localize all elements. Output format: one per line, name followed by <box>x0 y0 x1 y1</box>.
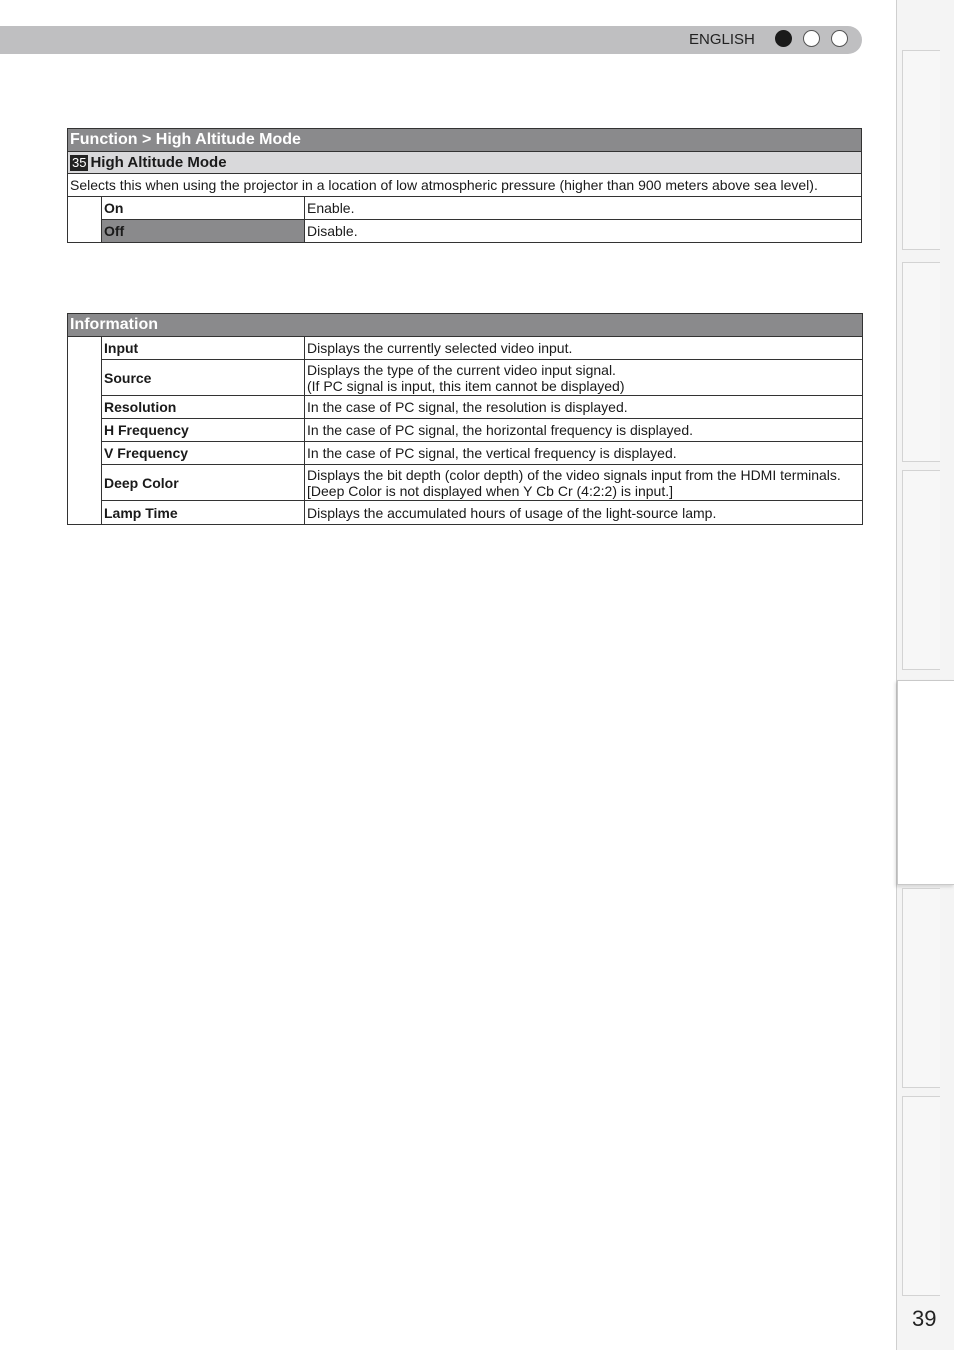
option-name: On <box>102 197 305 220</box>
page-number: 39 <box>912 1306 937 1331</box>
section-tab-active[interactable] <box>897 680 954 885</box>
info-row-name: Resolution <box>102 396 305 419</box>
step-empty-dot-icon <box>803 30 820 47</box>
section-tab[interactable] <box>902 262 940 462</box>
info-row-desc: In the case of PC signal, the vertical frequency is displayed. <box>305 442 863 465</box>
section-tab[interactable] <box>902 888 940 1088</box>
option-name-selected: Off <box>102 220 305 243</box>
step-empty-dot-icon <box>831 30 848 47</box>
item-heading <box>68 152 862 174</box>
info-row-desc: Displays the currently selected video input. <box>305 337 863 360</box>
info-row-desc: Displays the bit depth (color depth) of the video signals input from the HDMI terminals. [Deep Color is not displayed when Y Cb Cr (4:2:2) is input.] <box>305 465 863 501</box>
language-label: ENGLISH <box>689 31 755 48</box>
option-desc: Disable. <box>305 220 862 243</box>
information-table <box>67 313 863 525</box>
item-description: Selects this when using the projector in a location of low atmospheric pressure (higher than 900 meters above sea level). <box>68 174 862 197</box>
section-tab[interactable] <box>902 1096 940 1296</box>
info-row-desc: Displays the type of the current video input signal. (If PC signal is input, this item cannot be displayed) <box>305 360 863 396</box>
info-row-name: H Frequency <box>102 419 305 442</box>
info-row-name: Lamp Time <box>102 501 305 525</box>
info-row-name: Deep Color <box>102 465 305 501</box>
info-row-desc: Displays the accumulated hours of usage of the light-source lamp. <box>305 501 863 525</box>
item-title: High Altitude Mode <box>90 153 227 171</box>
section-tab[interactable] <box>902 50 940 250</box>
info-row-desc: In the case of PC signal, the horizontal frequency is displayed. <box>305 419 863 442</box>
info-row-name: Input <box>102 337 305 360</box>
section-title: Function > High Altitude Mode <box>68 129 862 152</box>
section-tab[interactable] <box>902 470 940 670</box>
indent-cell <box>68 337 102 525</box>
info-row-name: Source <box>102 360 305 396</box>
item-number-badge: 35 <box>72 154 87 170</box>
section-title: Information <box>68 314 863 337</box>
option-desc: Enable. <box>305 197 862 220</box>
indent-cell <box>68 197 102 243</box>
info-row-name: V Frequency <box>102 442 305 465</box>
step-filled-dot-icon <box>775 30 792 47</box>
info-row-desc: In the case of PC signal, the resolution is displayed. <box>305 396 863 419</box>
section-tab-strip <box>896 0 954 1350</box>
high-altitude-table <box>67 128 862 243</box>
